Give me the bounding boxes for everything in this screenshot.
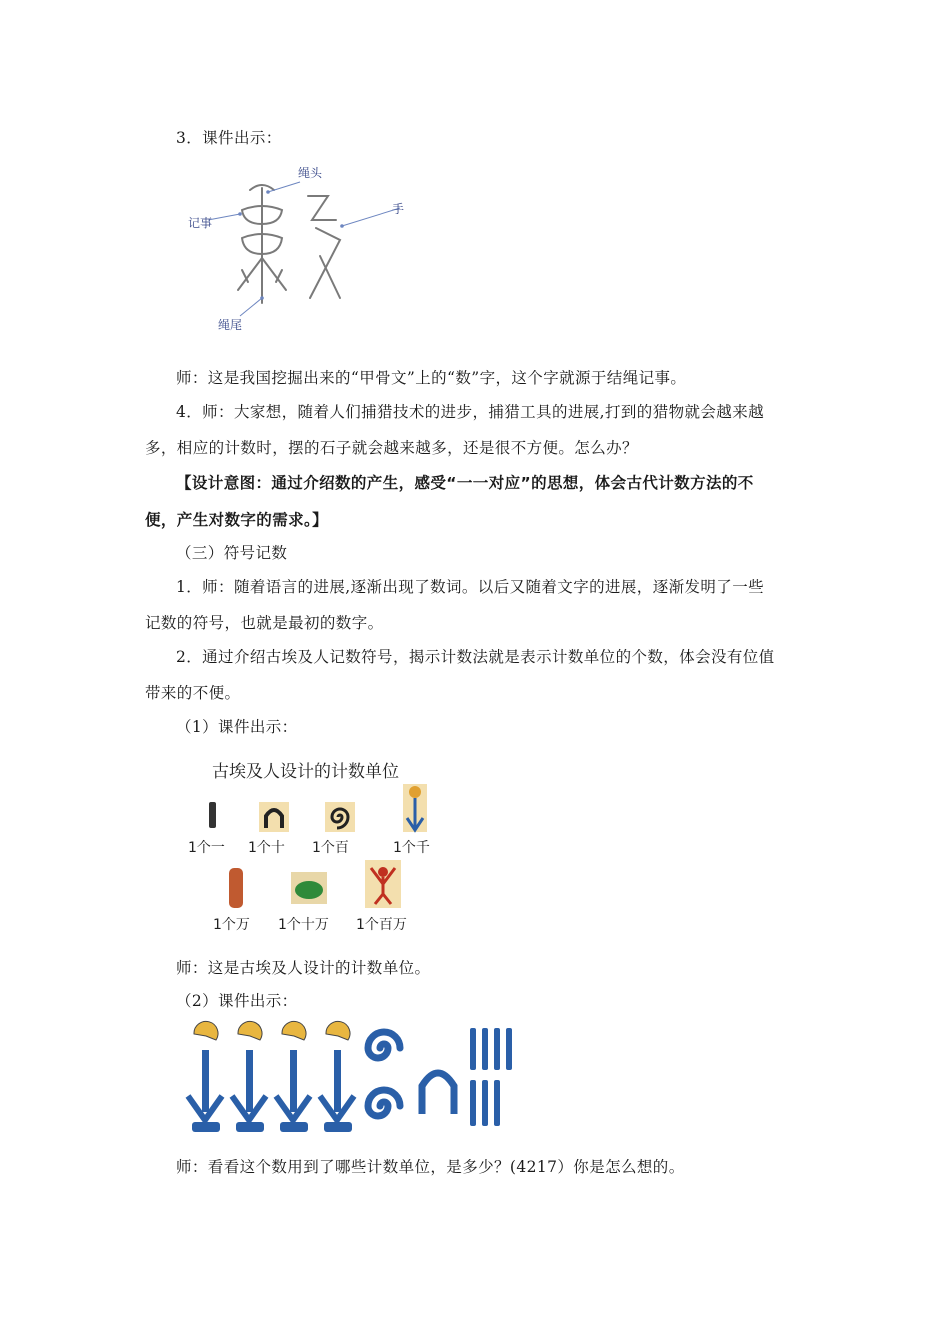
unit-ten-bg [259,802,289,832]
lotus-icon [232,1021,266,1132]
coil-icon [368,1090,400,1116]
lotus-icon [276,1021,310,1132]
paragraph-4-line2: 多，相应的计数时，摆的石子就会越来越多，还是很不方便。怎么办？ [145,439,638,457]
paragraph-s1-line1: 1．师：随着语言的进展,逐渐出现了数词。以后又随着文字的进展，逐渐发明了一些 [176,578,764,596]
egyptian-units-title: 古埃及人设计的计数单位 [212,762,399,782]
paragraph-s2-line1: 2．通过介绍古埃及人记数符号，揭示计数法就是表示计数单位的个数，体会没有位值 [176,648,775,666]
unit-caption-4: 1个千 [393,840,430,856]
unit-one-icon [209,802,216,828]
oracle-bone-figure [180,158,420,338]
paragraph-sub2: （2）课件出示： [176,992,298,1010]
lotus-icon [320,1021,354,1132]
paragraph-3: 3．课件出示： [176,129,282,147]
paragraph-s2-line2: 带来的不便。 [145,684,241,702]
paragraph-teacher-1: 师：这是我国挖掘出来的“甲骨文”上的“数”字，这个字就源于结绳记事。 [176,369,687,387]
paragraph-4-line1: 4．师：大家想，随着人们捕猎技术的进步，捕猎工具的进展,打到的猎物就会越来越 [176,403,764,421]
unit-caption-5: 1个万 [213,917,250,933]
unit-caption-2: 1个十 [248,840,285,856]
arch-ten-icon [422,1073,454,1114]
unit-caption-1: 1个一 [188,840,225,856]
label-hand: 手 [392,202,405,216]
label-record: 记事 [188,216,213,230]
god-head-icon [378,867,388,877]
lotus-icon [188,1021,222,1132]
design-intent-line1: 【设计意图：通过介绍数的产生，感受“一一对应”的思想，体会古代计数方法的不 [176,474,754,492]
coil-icon [368,1032,400,1058]
oracle-bone-character-drawing [180,158,420,338]
section-heading-symbols: （三）符号记数 [176,544,288,562]
lotus-thousands-group [188,1021,354,1132]
unit-ten-thousand-icon [229,868,243,908]
design-intent-line2: 便，产生对数字的需求。】 [145,511,329,529]
lotus-flower-icon [409,786,421,798]
paragraph-s1-line2: 记数的符号，也就是最初的数字。 [145,614,384,632]
hieroglyph-number-figure [178,1020,528,1140]
label-rope-head: 绳头 [298,166,323,180]
paragraph-teacher-3: 师：看看这个数用到了哪些计数单位，是多少？(4217）你是怎么想的。 [176,1158,685,1176]
frog-icon [295,881,323,899]
paragraph-teacher-2: 师：这是古埃及人设计的计数单位。 [176,959,431,977]
unit-caption-7: 1个百万 [356,917,407,933]
unit-caption-3: 1个百 [312,840,349,856]
paragraph-sub1: （1）课件出示： [176,718,298,736]
unit-caption-6: 1个十万 [278,917,329,933]
coil-hundreds-group [368,1032,400,1116]
stroke-ones-group [470,1028,512,1126]
label-rope-tail: 绳尾 [218,318,243,332]
